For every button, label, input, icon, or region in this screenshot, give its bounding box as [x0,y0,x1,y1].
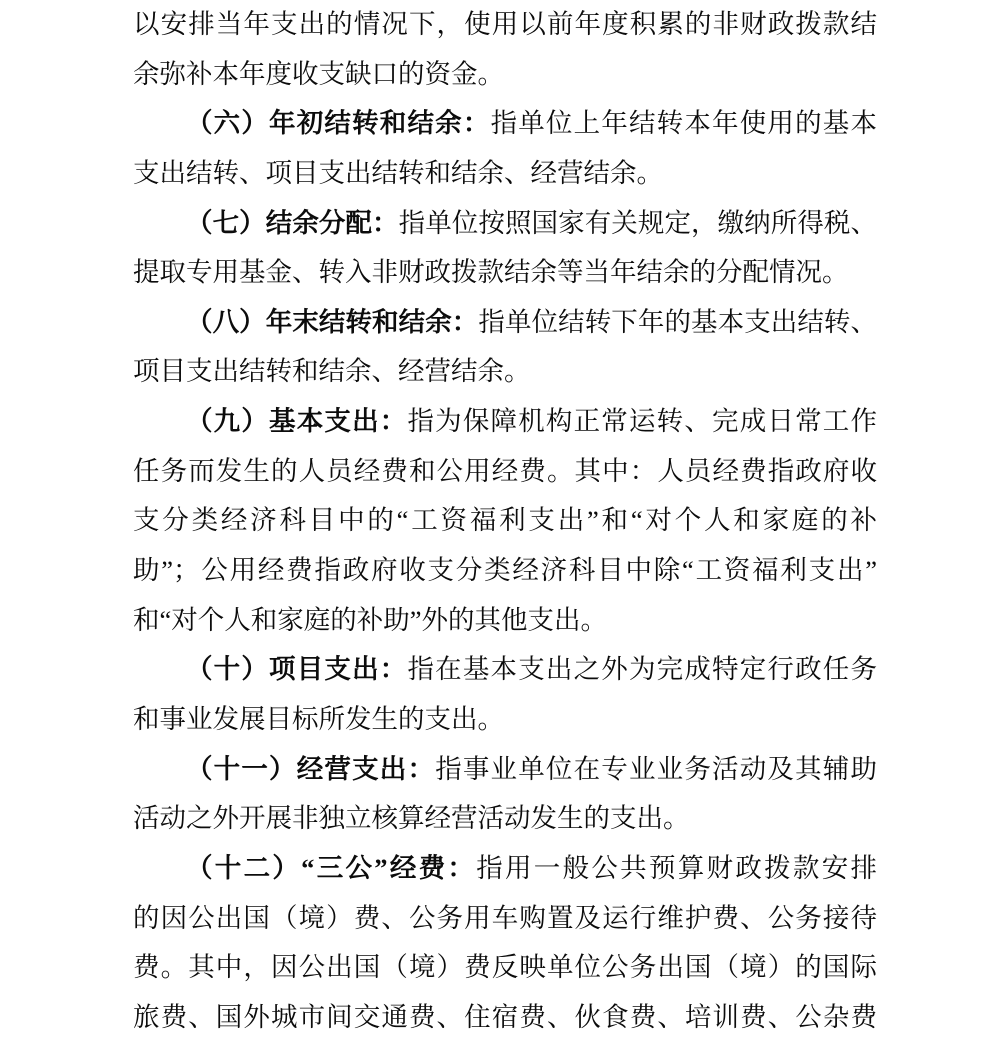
line-text: 以安排当年支出的情况下，使用以前年度积累的非财政拨款结 [133,9,877,39]
text-line [133,645,877,695]
text-line [133,794,877,844]
term-label: （十二）“三公”经费： [186,852,477,883]
line-text: 助”；公用经费指政府收支分类经济科目中除“工资福利支出” [133,555,877,586]
line-text: 支分类经济科目中的“工资福利支出”和“对个人和家庭的补 [133,505,877,536]
line-text: 的因公出国（境）费、公务用车购置及运行维护费、公务接待 [133,902,877,933]
line-text: 任务而发生的人员经费和公用经费。其中：人员经费指政府收 [133,455,877,486]
text-line [133,447,877,497]
text-line [133,248,877,298]
text-line [133,199,877,249]
document-text-block [133,0,877,1042]
text-line [133,496,877,546]
line-text: 指为保障机构正常运转、完成日常工作 [407,406,877,437]
line-text: 和“对个人和家庭的补助”外的其他支出。 [133,604,608,635]
term-label: （八）年末结转和结余： [186,306,479,337]
text-line [133,149,877,199]
term-label: （十）项目支出： [186,654,408,685]
line-text: 费。其中，因公出国（境）费反映单位公务出国（境）的国际 [133,952,877,983]
text-line [133,943,877,993]
text-line [133,397,877,447]
line-text: 旅费、国外城市间交通费、住宿费、伙食费、培训费、公杂费 [133,1001,877,1032]
text-line [133,695,877,745]
line-text: 提取专用基金、转入非财政拨款结余等当年结余的分配情况。 [133,257,849,288]
term-label: （六）年初结转和结余： [186,108,491,139]
text-line [133,745,877,795]
text-line [133,894,877,944]
line-text: 指事业单位在专业业务活动及其辅助 [435,753,877,784]
text-line [133,844,877,894]
line-text: 和事业发展目标所发生的支出。 [133,703,504,734]
text-line [133,993,877,1043]
text-line [133,99,877,149]
line-text: 指单位结转下年的基本支出结转、 [478,306,878,337]
text-line [133,347,877,397]
text-line [133,0,877,50]
term-label: （九）基本支出： [186,406,408,437]
line-text: 指在基本支出之外为完成特定行政任务 [407,654,877,685]
term-label: （七）结余分配： [186,207,399,238]
line-text: 活动之外开展非独立核算经营活动发生的支出。 [133,803,690,834]
line-text: 指用一般公共预算财政拨款安排 [476,852,878,883]
term-label: （十一）经营支出： [186,753,436,784]
text-line [133,50,877,100]
line-text: 项目支出结转和结余、经营结余。 [133,356,531,387]
text-line [133,596,877,646]
line-text: 余弥补本年度收支缺口的资金。 [133,58,504,89]
line-text: 指单位按照国家有关规定，缴纳所得税、 [398,207,878,238]
line-text: 支出结转、项目支出结转和结余、经营结余。 [133,157,663,188]
text-line [133,546,877,596]
text-line [133,298,877,348]
line-text: 指单位上年结转本年使用的基本 [490,108,877,139]
